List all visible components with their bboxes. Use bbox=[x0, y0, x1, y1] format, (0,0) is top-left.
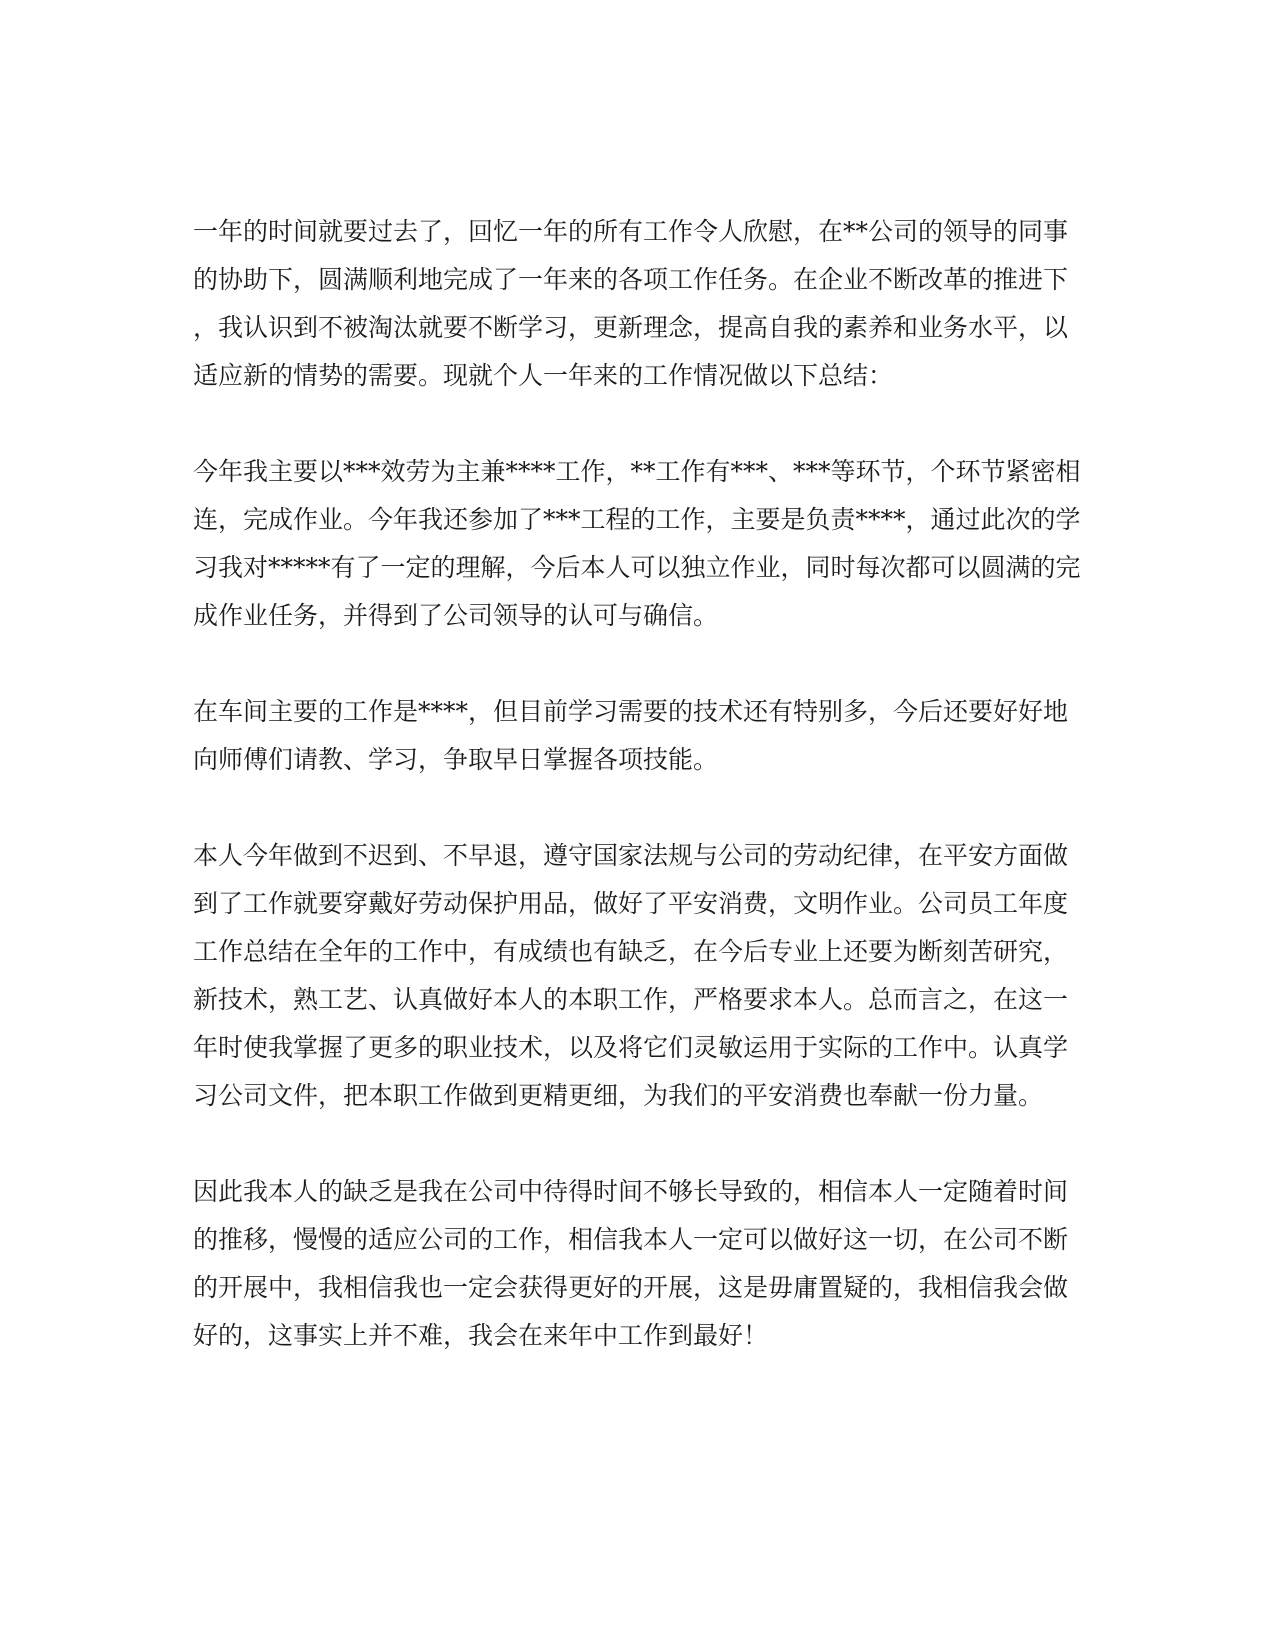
text-line: 在车间主要的工作是****，但目前学习需要的技术还有特别多，今后还要好好地 bbox=[193, 697, 1069, 726]
text-line: 本人今年做到不迟到、不早退，遵守国家法规与公司的劳动纪律，在平安方面做 bbox=[193, 841, 1069, 870]
document-body bbox=[193, 208, 1083, 1408]
paragraph-4 bbox=[193, 832, 1083, 1120]
text-line: 今年我主要以***效劳为主兼****工作，**工作有***、***等环节，个环节紧密相 bbox=[193, 457, 1081, 486]
text-line: 习公司文件，把本职工作做到更精更细，为我们的平安消费也奉献一份力量。 bbox=[193, 1081, 1044, 1110]
text-line: 年时使我掌握了更多的职业技术，以及将它们灵敏运用于实际的工作中。认真学 bbox=[193, 1033, 1069, 1062]
paragraph-1 bbox=[193, 208, 1083, 400]
text-line: 的协助下，圆满顺利地完成了一年来的各项工作任务。在企业不断改革的推进下 bbox=[193, 265, 1069, 294]
text-line: 到了工作就要穿戴好劳动保护用品，做好了平安消费，文明作业。公司员工年度 bbox=[193, 889, 1069, 918]
text-line: 连，完成作业。今年我还参加了***工程的工作，主要是负责****，通过此次的学 bbox=[193, 505, 1081, 534]
text-line: ，我认识到不被淘汰就要不断学习，更新理念，提高自我的素养和业务水平，以 bbox=[193, 313, 1069, 342]
paragraph-3 bbox=[193, 688, 1083, 784]
text-line: 好的，这事实上并不难，我会在来年中工作到最好！ bbox=[193, 1321, 769, 1350]
text-line: 向师傅们请教、学习，争取早日掌握各项技能。 bbox=[193, 745, 719, 774]
text-line: 的推移，慢慢的适应公司的工作，相信我本人一定可以做好这一切，在公司不断 bbox=[193, 1225, 1069, 1254]
paragraph-5 bbox=[193, 1168, 1083, 1360]
text-line: 工作总结在全年的工作中，有成绩也有缺乏，在今后专业上还要为断刻苦研究， bbox=[193, 937, 1069, 966]
text-line: 的开展中，我相信我也一定会获得更好的开展，这是毋庸置疑的，我相信我会做 bbox=[193, 1273, 1069, 1302]
text-line: 一年的时间就要过去了，回忆一年的所有工作令人欣慰，在**公司的领导的同事 bbox=[193, 217, 1069, 246]
paragraph-2 bbox=[193, 448, 1083, 640]
text-line: 适应新的情势的需要。现就个人一年来的工作情况做以下总结： bbox=[193, 361, 894, 390]
text-line: 新技术，熟工艺、认真做好本人的本职工作，严格要求本人。总而言之，在这一 bbox=[193, 985, 1069, 1014]
text-line: 成作业任务，并得到了公司领导的认可与确信。 bbox=[193, 601, 719, 630]
text-line: 习我对*****有了一定的理解，今后本人可以独立作业，同时每次都可以圆满的完 bbox=[193, 553, 1081, 582]
text-line: 因此我本人的缺乏是我在公司中待得时间不够长导致的，相信本人一定随着时间 bbox=[193, 1177, 1069, 1206]
